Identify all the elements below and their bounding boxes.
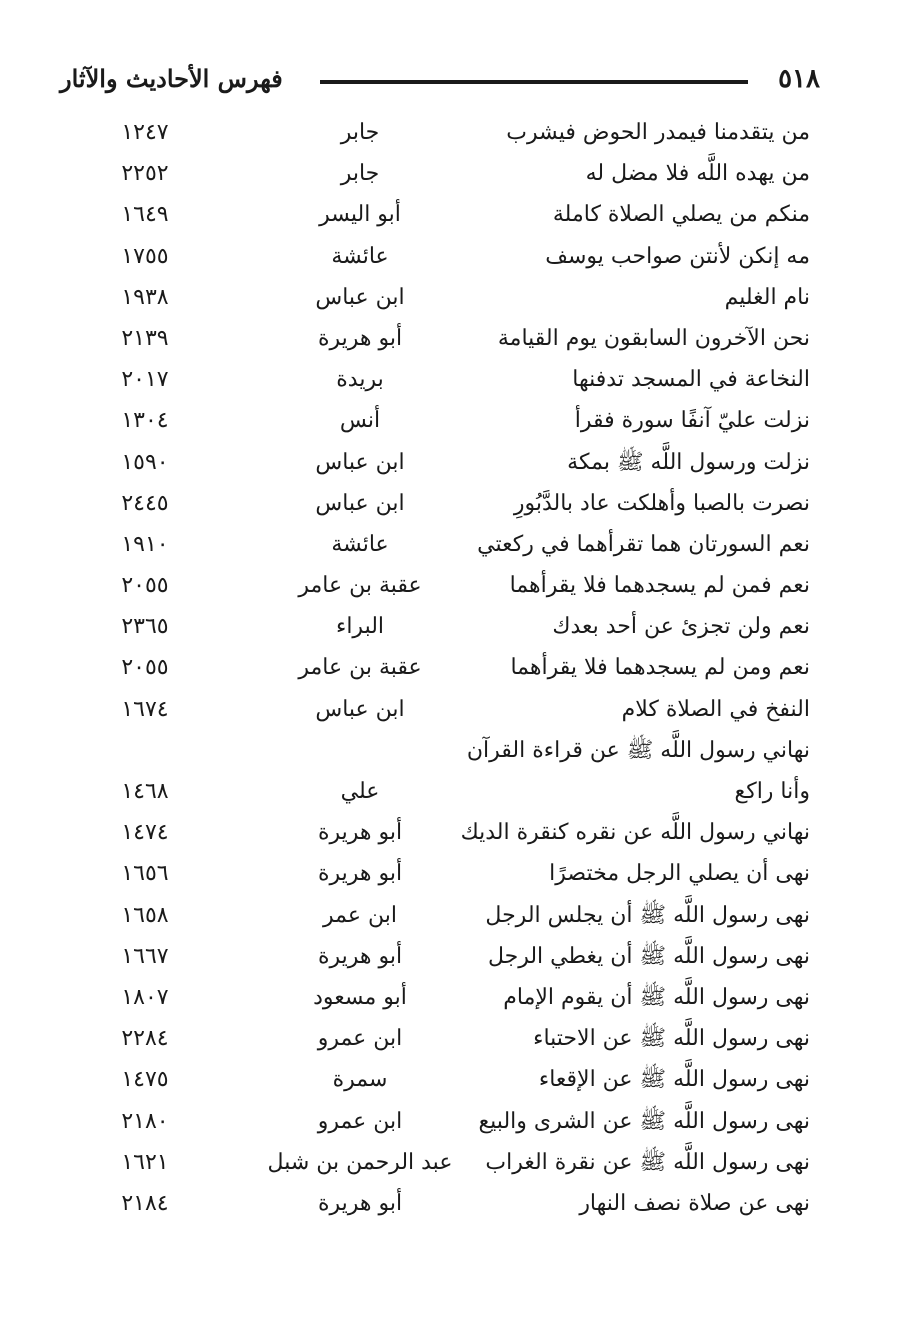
hadith-number: ٢٤٤٥ <box>121 490 169 516</box>
hadith-text: مه إنكن لأنتن صواحب يوسف <box>545 243 810 269</box>
index-entry-row <box>60 400 820 441</box>
hadith-text: من يتقدمنا فيمدر الحوض فيشرب <box>506 120 810 145</box>
narrator-name: أبو هريرة <box>317 861 403 887</box>
hadith-number: ١٦٥٨ <box>121 902 169 928</box>
narrator-name: أنس <box>339 408 381 434</box>
narrator-name: جابر <box>340 161 380 187</box>
hadith-number: ٢٢٥٢ <box>121 161 169 187</box>
index-entry-row <box>60 153 820 194</box>
hadith-number: ٢٣٦٥ <box>121 614 169 640</box>
running-title: فهرس الأحاديث والآثار <box>60 64 283 93</box>
narrator-name: عائشة <box>331 531 389 557</box>
narrator-name: أبو اليسر <box>319 202 401 228</box>
hadith-number: ٢٢٨٤ <box>121 1026 169 1052</box>
narrator-name: علي <box>340 779 380 804</box>
hadith-text: النخاعة في المسجد تدفنها <box>572 367 810 393</box>
narrator-name: أبو مسعود <box>313 984 407 1010</box>
index-entry-row <box>60 442 820 483</box>
narrator-name: عائشة <box>331 243 389 269</box>
index-entry-row <box>60 1183 820 1224</box>
narrator-name: ابن عباس <box>315 490 405 516</box>
narrator-name: سمرة <box>332 1067 388 1093</box>
index-entry-row <box>60 112 820 153</box>
hadith-number: ١٦٤٩ <box>121 202 169 228</box>
index-entry-row <box>60 483 820 524</box>
hadith-text: نهى رسول اللَّه ﷺ عن الإقعاء <box>538 1067 810 1093</box>
hadith-text: نزلت عليّ آنفًا سورة فقرأ <box>574 408 810 434</box>
hadith-number: ١٤٦٨ <box>121 779 169 804</box>
index-entry-row <box>60 194 820 235</box>
hadith-text: نزلت ورسول اللَّه ﷺ بمكة <box>567 449 810 475</box>
index-entry-row <box>60 812 820 853</box>
hadith-text: نعم السورتان هما تقرأهما في ركعتي <box>477 531 810 557</box>
narrator-name: أبو هريرة <box>317 820 403 846</box>
hadith-text: نهى عن صلاة نصف النهار <box>579 1190 810 1216</box>
index-entry-row <box>60 977 820 1018</box>
narrator-name: عبد الرحمن بن شبل <box>267 1149 453 1175</box>
narrator-name: ابن عمر <box>323 902 397 928</box>
hadith-number: ١٢٤٧ <box>121 120 169 145</box>
index-entry-row <box>60 565 820 606</box>
hadith-text: نهى رسول اللَّه ﷺ أن يجلس الرجل <box>485 902 810 928</box>
narrator-name: أبو هريرة <box>317 1190 403 1216</box>
hadith-text: نهاني رسول اللَّه ﷺ عن قراءة القرآن <box>466 737 810 763</box>
narrator-name: عقبة بن عامر <box>298 655 422 681</box>
hadith-index-list <box>60 112 820 1224</box>
header-rule <box>320 80 748 84</box>
index-entry-row <box>60 318 820 359</box>
hadith-number: ١٦٢١ <box>121 1149 169 1175</box>
hadith-text: نعم ومن لم يسجدهما فلا يقرأهما <box>510 655 810 681</box>
narrator-name: ابن عمرو <box>317 1026 403 1052</box>
index-entry-row <box>60 936 820 977</box>
hadith-number: ١٤٧٥ <box>121 1067 169 1093</box>
hadith-number: ١٦٦٧ <box>121 943 169 969</box>
hadith-text: منكم من يصلي الصلاة كاملة <box>552 202 810 228</box>
hadith-text: نهى رسول اللَّه ﷺ أن يقوم الإمام <box>503 984 810 1010</box>
hadith-number: ٢٠٥٥ <box>121 573 169 599</box>
hadith-number: ١٣٠٤ <box>121 408 169 434</box>
index-entry-row <box>60 689 820 730</box>
index-entry-row <box>60 895 820 936</box>
hadith-number: ١٨٠٧ <box>121 984 169 1010</box>
hadith-number: ١٦٥٦ <box>121 861 169 887</box>
index-entry-row <box>60 853 820 894</box>
hadith-number: ١٧٥٥ <box>121 243 169 269</box>
page-header <box>60 62 820 102</box>
hadith-number: ١٥٩٠ <box>121 449 169 475</box>
hadith-number: ١٩٣٨ <box>121 284 169 310</box>
hadith-text: نام الغليم <box>724 284 810 310</box>
index-entry-row <box>60 524 820 565</box>
index-entry-row <box>60 1018 820 1059</box>
hadith-number: ٢٠٥٥ <box>121 655 169 681</box>
narrator-name: البراء <box>335 614 385 640</box>
narrator-name: ابن عمرو <box>317 1108 403 1134</box>
hadith-text: نهى رسول اللَّه ﷺ عن نقرة الغراب <box>485 1149 810 1175</box>
narrator-name: ابن عباس <box>315 449 405 475</box>
narrator-name: ابن عباس <box>315 284 405 310</box>
narrator-name: ابن عباس <box>315 696 405 722</box>
hadith-text: نهى أن يصلي الرجل مختصرًا <box>549 861 810 887</box>
index-entry-row <box>60 606 820 647</box>
hadith-text: النفخ في الصلاة كلام <box>621 696 810 722</box>
hadith-text: نعم فمن لم يسجدهما فلا يقرأهما <box>509 573 810 599</box>
index-entry-row <box>60 1101 820 1142</box>
hadith-text: من يهده اللَّه فلا مضل له <box>585 161 810 187</box>
narrator-name: أبو هريرة <box>317 943 403 969</box>
index-entry-row <box>60 277 820 318</box>
hadith-text: نهى رسول اللَّه ﷺ عن الاحتباء <box>533 1026 810 1052</box>
hadith-number: ١٤٧٤ <box>121 820 169 846</box>
index-entry-row <box>60 730 820 771</box>
hadith-number: ٢١٣٩ <box>121 325 169 351</box>
index-entry-row <box>60 236 820 277</box>
hadith-text: نعم ولن تجزئ عن أحد بعدك <box>552 614 810 640</box>
hadith-number: ٢١٨٤ <box>121 1190 169 1216</box>
index-entry-row <box>60 771 820 812</box>
index-entry-row <box>60 1142 820 1183</box>
narrator-name: جابر <box>340 120 380 145</box>
hadith-text: نحن الآخرون السابقون يوم القيامة <box>497 325 810 351</box>
hadith-text: وأنا راكع <box>734 779 810 804</box>
narrator-name: أبو هريرة <box>317 325 403 351</box>
hadith-text: نهى رسول اللَّه ﷺ عن الشرى والبيع <box>478 1108 810 1134</box>
hadith-text: نهى رسول اللَّه ﷺ أن يغطي الرجل <box>487 943 810 969</box>
hadith-number: ١٩١٠ <box>121 531 169 557</box>
index-entry-row <box>60 647 820 688</box>
page-number: ٥١٨ <box>778 64 820 94</box>
index-entry-row <box>60 359 820 400</box>
hadith-text: نهاني رسول اللَّه عن نقره كنقرة الديك <box>460 820 810 846</box>
narrator-name: عقبة بن عامر <box>298 573 422 599</box>
narrator-name: بريدة <box>336 367 384 393</box>
hadith-number: ٢٠١٧ <box>121 367 169 393</box>
hadith-number: ١٦٧٤ <box>121 696 169 722</box>
index-entry-row <box>60 1059 820 1100</box>
hadith-number: ٢١٨٠ <box>121 1108 169 1134</box>
hadith-text: نصرت بالصبا وأهلكت عاد بالدَّبُورِ <box>513 490 810 516</box>
